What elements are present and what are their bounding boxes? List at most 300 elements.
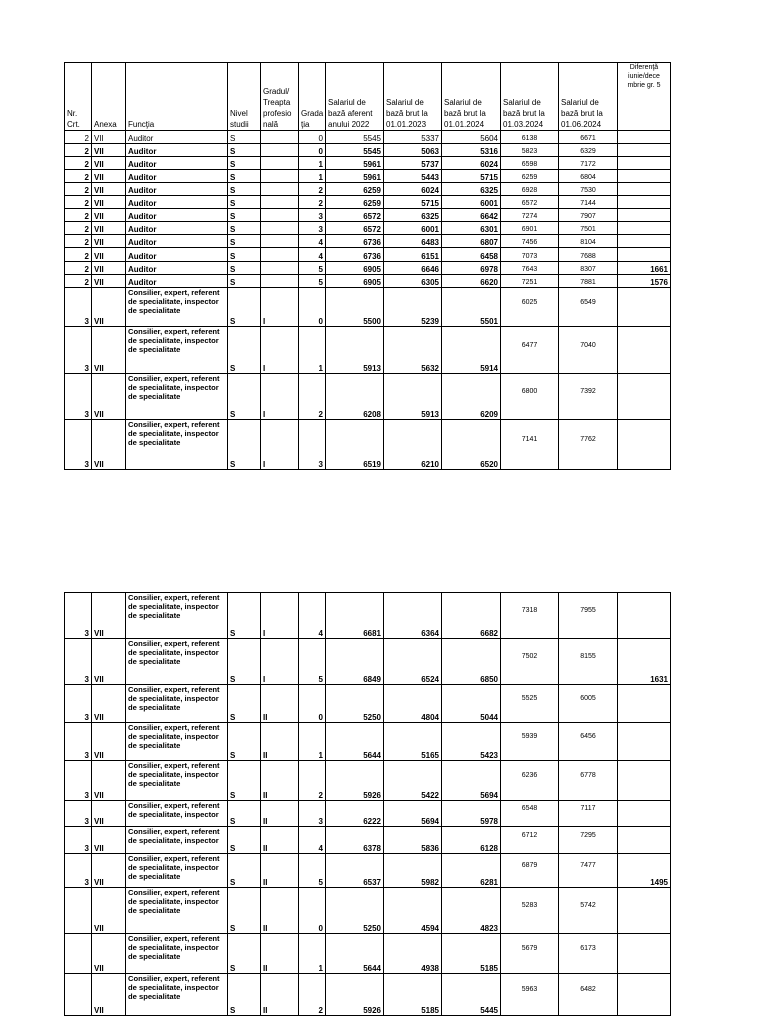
cell-salariu-03-2024: 7141: [501, 420, 559, 470]
cell-functia: Auditor: [126, 183, 228, 196]
cell-salariu-06-2024: 7688: [559, 248, 618, 262]
cell-gradul: [261, 131, 299, 144]
cell-nivel-studii: S: [228, 196, 261, 209]
cell-salariu-2024: 5445: [442, 974, 501, 1016]
cell-nr: [65, 888, 92, 934]
cell-salariu-2022: 5644: [326, 934, 384, 974]
cell-diferenta: [618, 327, 671, 374]
cell-salariu-03-2024: 6928: [501, 183, 559, 196]
cell-salariu-06-2024: 6173: [559, 934, 618, 974]
cell-nr: 3: [65, 593, 92, 639]
cell-salariu-06-2024: 6778: [559, 761, 618, 801]
table-row: [65, 248, 671, 262]
cell-salariu-2022: 6572: [326, 209, 384, 222]
cell-gradul: II: [261, 801, 299, 827]
cell-nivel-studii: S: [228, 262, 261, 275]
cell-gradatia: 1: [299, 934, 326, 974]
cell-diferenta: [618, 288, 671, 327]
cell-salariu-2023: 5836: [384, 827, 442, 854]
cell-salariu-03-2024: 5283: [501, 888, 559, 934]
cell-nr: 3: [65, 854, 92, 888]
cell-nr: 2: [65, 209, 92, 222]
cell-salariu-03-2024: 7251: [501, 275, 559, 288]
cell-nr: 3: [65, 801, 92, 827]
cell-salariu-2024: 5978: [442, 801, 501, 827]
cell-functia: Consilier, expert, referent de specialitate, inspector de specialitate: [126, 974, 228, 1016]
cell-salariu-2023: 4594: [384, 888, 442, 934]
cell-salariu-2023: 4938: [384, 934, 442, 974]
cell-anexa: VII: [92, 157, 126, 170]
header-diferenta: Diferenţă iunie/dece mbrie gr. 5: [618, 63, 671, 131]
cell-salariu-03-2024: 5525: [501, 685, 559, 723]
cell-salariu-06-2024: 7040: [559, 327, 618, 374]
table-row: [65, 144, 671, 157]
cell-salariu-03-2024: 5939: [501, 723, 559, 761]
header-salariu-03-2024: Salariul de bază brut la 01.03.2024: [501, 63, 559, 131]
cell-gradul: II: [261, 934, 299, 974]
cell-anexa: VII: [92, 854, 126, 888]
cell-salariu-2022: 6736: [326, 235, 384, 248]
cell-salariu-03-2024: 7073: [501, 248, 559, 262]
cell-gradatia: 4: [299, 593, 326, 639]
table-row: [65, 183, 671, 196]
cell-salariu-2024: 6642: [442, 209, 501, 222]
cell-nivel-studii: S: [228, 639, 261, 685]
cell-gradatia: 1: [299, 723, 326, 761]
cell-nr: 3: [65, 761, 92, 801]
cell-anexa: VII: [92, 235, 126, 248]
cell-salariu-2024: 5715: [442, 170, 501, 183]
cell-nr: 3: [65, 639, 92, 685]
cell-salariu-2024: 6001: [442, 196, 501, 209]
cell-gradatia: 0: [299, 131, 326, 144]
cell-salariu-2022: 6208: [326, 374, 384, 420]
cell-anexa: VII: [92, 374, 126, 420]
cell-salariu-2024: 6301: [442, 222, 501, 235]
cell-anexa: VII: [92, 327, 126, 374]
cell-salariu-2024: 6520: [442, 420, 501, 470]
table-row: [65, 262, 671, 275]
cell-salariu-2022: 6905: [326, 262, 384, 275]
cell-anexa: VII: [92, 262, 126, 275]
cell-salariu-2023: 5737: [384, 157, 442, 170]
cell-gradul: II: [261, 827, 299, 854]
cell-gradatia: 5: [299, 854, 326, 888]
cell-functia: Consilier, expert, referent de specialitate, inspector de specialitate: [126, 854, 228, 888]
table-row: [65, 275, 671, 288]
cell-functia: Consilier, expert, referent de specialitate, inspector: [126, 827, 228, 854]
cell-anexa: VII: [92, 209, 126, 222]
cell-anexa: VII: [92, 288, 126, 327]
cell-gradatia: 1: [299, 170, 326, 183]
cell-gradatia: 0: [299, 685, 326, 723]
cell-salariu-2022: 5500: [326, 288, 384, 327]
cell-salariu-2023: 5165: [384, 723, 442, 761]
cell-gradul: [261, 248, 299, 262]
cell-salariu-2024: 5044: [442, 685, 501, 723]
cell-salariu-2022: 6681: [326, 593, 384, 639]
cell-diferenta: [618, 209, 671, 222]
cell-diferenta: [618, 934, 671, 974]
cell-gradatia: 4: [299, 235, 326, 248]
cell-salariu-2024: 6850: [442, 639, 501, 685]
cell-gradul: II: [261, 723, 299, 761]
cell-gradatia: 4: [299, 248, 326, 262]
cell-diferenta: [618, 131, 671, 144]
cell-salariu-2024: 6024: [442, 157, 501, 170]
cell-anexa: VII: [92, 248, 126, 262]
cell-diferenta: [618, 170, 671, 183]
cell-anexa: VII: [92, 888, 126, 934]
cell-salariu-2024: 5694: [442, 761, 501, 801]
cell-nr: 3: [65, 723, 92, 761]
cell-gradatia: 0: [299, 288, 326, 327]
cell-salariu-06-2024: 7144: [559, 196, 618, 209]
cell-salariu-2024: 4823: [442, 888, 501, 934]
cell-salariu-2023: 5982: [384, 854, 442, 888]
cell-functia: Auditor: [126, 222, 228, 235]
cell-salariu-2023: 5063: [384, 144, 442, 157]
cell-gradul: [261, 144, 299, 157]
cell-diferenta: [618, 801, 671, 827]
cell-salariu-2022: 6259: [326, 196, 384, 209]
cell-salariu-2024: 5914: [442, 327, 501, 374]
cell-salariu-2022: 5961: [326, 157, 384, 170]
cell-salariu-03-2024: 7274: [501, 209, 559, 222]
cell-salariu-03-2024: 6598: [501, 157, 559, 170]
cell-functia: Consilier, expert, referent de specialitate, inspector de specialitate: [126, 888, 228, 934]
cell-gradul: [261, 222, 299, 235]
cell-nivel-studii: S: [228, 144, 261, 157]
cell-salariu-06-2024: 7907: [559, 209, 618, 222]
cell-anexa: VII: [92, 420, 126, 470]
cell-anexa: VII: [92, 685, 126, 723]
table-row: [65, 170, 671, 183]
table-row: [65, 196, 671, 209]
cell-functia: Auditor: [126, 144, 228, 157]
cell-nivel-studii: S: [228, 685, 261, 723]
cell-salariu-2023: 6325: [384, 209, 442, 222]
cell-gradatia: 1: [299, 327, 326, 374]
cell-salariu-06-2024: 6804: [559, 170, 618, 183]
cell-gradatia: 5: [299, 275, 326, 288]
cell-nr: 3: [65, 288, 92, 327]
cell-salariu-03-2024: 6477: [501, 327, 559, 374]
cell-anexa: VII: [92, 222, 126, 235]
cell-salariu-06-2024: 5742: [559, 888, 618, 934]
cell-nr: 2: [65, 157, 92, 170]
cell-anexa: VII: [92, 196, 126, 209]
cell-anexa: VII: [92, 593, 126, 639]
cell-salariu-06-2024: 8307: [559, 262, 618, 275]
cell-salariu-2023: 6210: [384, 420, 442, 470]
cell-gradul: [261, 275, 299, 288]
table-row: [65, 761, 671, 801]
cell-diferenta: [618, 222, 671, 235]
cell-functia: Auditor: [126, 235, 228, 248]
cell-salariu-06-2024: 6005: [559, 685, 618, 723]
cell-salariu-2022: 6736: [326, 248, 384, 262]
cell-gradul: I: [261, 639, 299, 685]
cell-salariu-03-2024: 6548: [501, 801, 559, 827]
cell-salariu-06-2024: 6671: [559, 131, 618, 144]
table-row: [65, 157, 671, 170]
cell-salariu-06-2024: 6482: [559, 974, 618, 1016]
table-row: [65, 374, 671, 420]
cell-salariu-03-2024: 6712: [501, 827, 559, 854]
cell-anexa: VII: [92, 639, 126, 685]
cell-salariu-2024: 6978: [442, 262, 501, 275]
cell-diferenta: [618, 374, 671, 420]
cell-salariu-2024: 6325: [442, 183, 501, 196]
cell-salariu-2023: 5632: [384, 327, 442, 374]
cell-diferenta: [618, 183, 671, 196]
cell-gradatia: 4: [299, 827, 326, 854]
cell-salariu-2023: 5715: [384, 196, 442, 209]
cell-salariu-03-2024: 6879: [501, 854, 559, 888]
cell-salariu-06-2024: 7530: [559, 183, 618, 196]
cell-gradatia: 2: [299, 374, 326, 420]
cell-diferenta: [618, 827, 671, 854]
cell-gradul: I: [261, 288, 299, 327]
cell-nivel-studii: S: [228, 327, 261, 374]
cell-salariu-03-2024: 5823: [501, 144, 559, 157]
cell-salariu-2022: 5926: [326, 761, 384, 801]
cell-nivel-studii: S: [228, 827, 261, 854]
table-row: [65, 420, 671, 470]
cell-anexa: VII: [92, 801, 126, 827]
cell-salariu-2024: 6807: [442, 235, 501, 248]
cell-diferenta: [618, 761, 671, 801]
cell-salariu-03-2024: 7456: [501, 235, 559, 248]
cell-nivel-studii: S: [228, 131, 261, 144]
cell-gradul: II: [261, 974, 299, 1016]
cell-diferenta: [618, 196, 671, 209]
cell-functia: Consilier, expert, referent de specialitate, inspector de specialitate: [126, 420, 228, 470]
cell-gradul: II: [261, 854, 299, 888]
cell-salariu-06-2024: 6329: [559, 144, 618, 157]
header-nr: Nr. Crt.: [65, 63, 92, 131]
cell-salariu-2022: 6222: [326, 801, 384, 827]
cell-gradatia: 3: [299, 209, 326, 222]
cell-functia: Auditor: [126, 262, 228, 275]
table-row: [65, 854, 671, 888]
cell-salariu-03-2024: 6572: [501, 196, 559, 209]
cell-anexa: VII: [92, 761, 126, 801]
cell-salariu-2022: 6537: [326, 854, 384, 888]
cell-salariu-06-2024: 7295: [559, 827, 618, 854]
cell-diferenta: [618, 685, 671, 723]
cell-nivel-studii: S: [228, 183, 261, 196]
cell-salariu-06-2024: 7501: [559, 222, 618, 235]
cell-salariu-06-2024: 7172: [559, 157, 618, 170]
cell-salariu-2022: 5644: [326, 723, 384, 761]
cell-salariu-2022: 6259: [326, 183, 384, 196]
cell-gradatia: 3: [299, 801, 326, 827]
cell-salariu-03-2024: 6259: [501, 170, 559, 183]
cell-anexa: VII: [92, 275, 126, 288]
cell-salariu-2024: 5185: [442, 934, 501, 974]
cell-salariu-2023: 6024: [384, 183, 442, 196]
cell-nivel-studii: S: [228, 854, 261, 888]
cell-salariu-2024: 6458: [442, 248, 501, 262]
cell-salariu-2022: 5961: [326, 170, 384, 183]
header-salariu-06-2024: Salariul de bază brut la 01.06.2024: [559, 63, 618, 131]
cell-diferenta: [618, 420, 671, 470]
cell-salariu-2024: 6209: [442, 374, 501, 420]
cell-diferenta: [618, 248, 671, 262]
cell-salariu-03-2024: 6138: [501, 131, 559, 144]
cell-anexa: VII: [92, 170, 126, 183]
cell-salariu-2023: 5422: [384, 761, 442, 801]
cell-anexa: VII: [92, 131, 126, 144]
cell-salariu-06-2024: 7392: [559, 374, 618, 420]
cell-anexa: VII: [92, 827, 126, 854]
cell-nivel-studii: S: [228, 170, 261, 183]
cell-nivel-studii: S: [228, 374, 261, 420]
cell-salariu-2023: 6646: [384, 262, 442, 275]
cell-functia: Consilier, expert, referent de specialitate, inspector de specialitate: [126, 593, 228, 639]
cell-gradul: I: [261, 420, 299, 470]
cell-gradul: [261, 262, 299, 275]
cell-nr: 2: [65, 170, 92, 183]
cell-anexa: VII: [92, 723, 126, 761]
cell-nr: 2: [65, 235, 92, 248]
cell-nivel-studii: S: [228, 209, 261, 222]
cell-gradatia: 5: [299, 639, 326, 685]
cell-salariu-2023: 4804: [384, 685, 442, 723]
cell-nivel-studii: S: [228, 288, 261, 327]
cell-functia: Auditor: [126, 170, 228, 183]
cell-nr: 3: [65, 374, 92, 420]
cell-gradatia: 1: [299, 157, 326, 170]
cell-salariu-2022: 5545: [326, 131, 384, 144]
cell-diferenta: [618, 723, 671, 761]
cell-salariu-06-2024: 7117: [559, 801, 618, 827]
cell-salariu-06-2024: 7762: [559, 420, 618, 470]
cell-salariu-03-2024: 7643: [501, 262, 559, 275]
table-row: [65, 327, 671, 374]
salary-table-top: [64, 62, 671, 470]
cell-gradatia: 5: [299, 262, 326, 275]
cell-salariu-06-2024: 7955: [559, 593, 618, 639]
cell-salariu-2024: 6128: [442, 827, 501, 854]
cell-nivel-studii: S: [228, 420, 261, 470]
cell-salariu-03-2024: 5963: [501, 974, 559, 1016]
cell-gradul: [261, 157, 299, 170]
cell-diferenta: [618, 157, 671, 170]
cell-salariu-2022: 5250: [326, 888, 384, 934]
cell-nr: 3: [65, 420, 92, 470]
cell-diferenta: 1661: [618, 262, 671, 275]
cell-diferenta: 1576: [618, 275, 671, 288]
cell-functia: Auditor: [126, 131, 228, 144]
cell-salariu-2022: 6519: [326, 420, 384, 470]
cell-nr: 2: [65, 196, 92, 209]
cell-gradatia: 0: [299, 888, 326, 934]
table-row: [65, 827, 671, 854]
cell-functia: Consilier, expert, referent de specialitate, inspector de specialitate: [126, 685, 228, 723]
cell-salariu-03-2024: 5679: [501, 934, 559, 974]
cell-salariu-2024: 5423: [442, 723, 501, 761]
cell-salariu-03-2024: 6025: [501, 288, 559, 327]
cell-salariu-06-2024: 7477: [559, 854, 618, 888]
cell-salariu-2023: 5185: [384, 974, 442, 1016]
cell-salariu-06-2024: 7881: [559, 275, 618, 288]
header-salariu-2023: Salariul de bază brut la 01.01.2023: [384, 63, 442, 131]
cell-gradul: II: [261, 761, 299, 801]
cell-diferenta: 1631: [618, 639, 671, 685]
table-row: [65, 974, 671, 1016]
cell-nr: 3: [65, 827, 92, 854]
cell-gradul: [261, 183, 299, 196]
cell-nivel-studii: S: [228, 723, 261, 761]
header-salariu-2024: Salariul de bază brut la 01.01.2024: [442, 63, 501, 131]
cell-functia: Consilier, expert, referent de specialitate, inspector de specialitate: [126, 327, 228, 374]
table-row: [65, 222, 671, 235]
cell-anexa: VII: [92, 974, 126, 1016]
cell-salariu-2023: 6151: [384, 248, 442, 262]
cell-salariu-2022: 6572: [326, 222, 384, 235]
table-row: [65, 723, 671, 761]
cell-salariu-06-2024: 8104: [559, 235, 618, 248]
cell-gradatia: 2: [299, 761, 326, 801]
cell-gradatia: 2: [299, 183, 326, 196]
cell-functia: Consilier, expert, referent de specialitate, inspector: [126, 801, 228, 827]
header-functia: Funcţia: [126, 63, 228, 131]
cell-gradul: II: [261, 888, 299, 934]
cell-salariu-03-2024: 6236: [501, 761, 559, 801]
cell-salariu-2022: 6905: [326, 275, 384, 288]
cell-salariu-2023: 5239: [384, 288, 442, 327]
cell-salariu-06-2024: 6456: [559, 723, 618, 761]
cell-salariu-06-2024: 8155: [559, 639, 618, 685]
cell-salariu-2024: 5501: [442, 288, 501, 327]
cell-nivel-studii: S: [228, 593, 261, 639]
header-row: [65, 63, 671, 131]
cell-gradatia: 2: [299, 196, 326, 209]
table-row: [65, 235, 671, 248]
cell-functia: Auditor: [126, 248, 228, 262]
table-row: [65, 288, 671, 327]
cell-salariu-2024: 6682: [442, 593, 501, 639]
header-gradul-treapta: Gradul/ Treapta profesio nală: [261, 63, 299, 131]
cell-diferenta: [618, 888, 671, 934]
cell-nivel-studii: S: [228, 888, 261, 934]
cell-functia: Consilier, expert, referent de specialitate, inspector de specialitate: [126, 374, 228, 420]
table-row: [65, 131, 671, 144]
cell-gradatia: 2: [299, 974, 326, 1016]
cell-salariu-2022: 5545: [326, 144, 384, 157]
table-row: [65, 639, 671, 685]
cell-salariu-2023: 5337: [384, 131, 442, 144]
cell-salariu-2023: 6364: [384, 593, 442, 639]
table-row: [65, 801, 671, 827]
cell-salariu-2022: 5913: [326, 327, 384, 374]
cell-diferenta: 1495: [618, 854, 671, 888]
cell-nr: 3: [65, 327, 92, 374]
cell-nr: [65, 974, 92, 1016]
cell-nivel-studii: S: [228, 222, 261, 235]
cell-salariu-2023: 6524: [384, 639, 442, 685]
cell-nivel-studii: S: [228, 974, 261, 1016]
cell-nr: 2: [65, 131, 92, 144]
table-row: [65, 934, 671, 974]
cell-nivel-studii: S: [228, 761, 261, 801]
cell-functia: Consilier, expert, referent de specialitate, inspector de specialitate: [126, 761, 228, 801]
cell-salariu-2024: 5604: [442, 131, 501, 144]
cell-nr: 2: [65, 183, 92, 196]
